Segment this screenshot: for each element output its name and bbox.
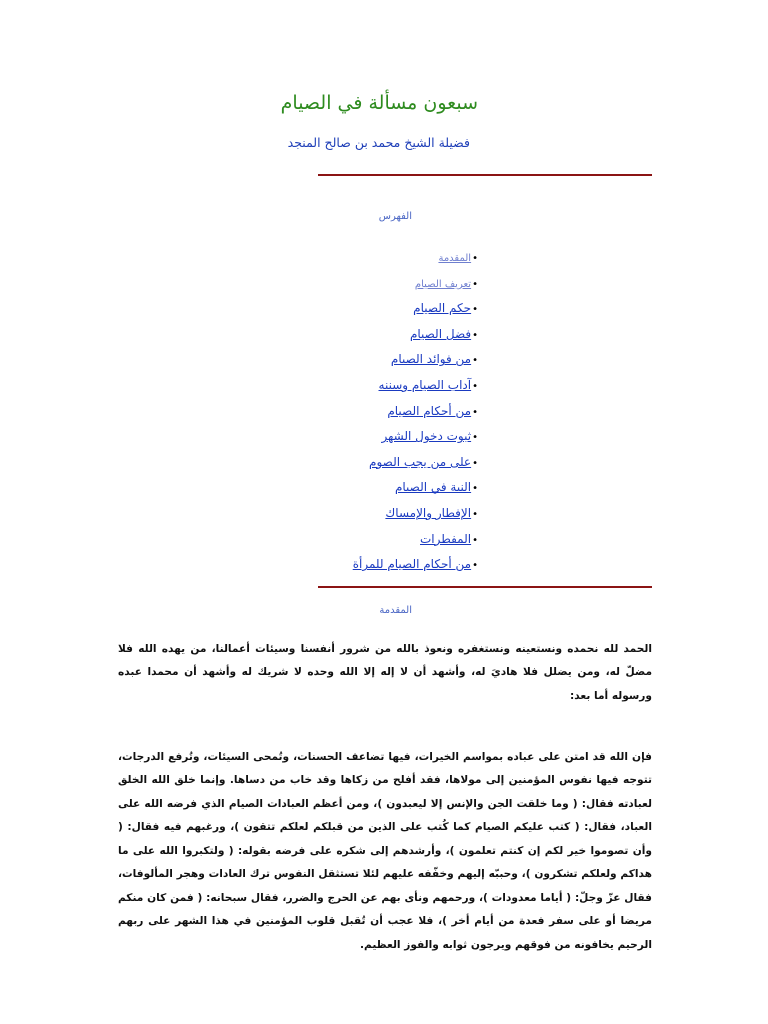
author-line: فضيلة الشيخ محمد بن صالح المنجد xyxy=(287,135,470,150)
toc-item xyxy=(353,554,478,580)
bullet-icon: • xyxy=(472,278,478,290)
intro-paragraph-2: فإن الله قد امتن على عباده بمواسم الخيرات، فيها تضاعف الحسنات، وتُمحى السيئات، وتُرفع الدرجات، تتوجه فيها نفوس المؤمنين إلى مولاها، فقد أفلح من زكاها وقد خاب من دساها. وإنما خلق الله الخلق لعبادته فقال: ( وما خلقت الجن والإنس إلا ليعبدون )، ومن أعظم العبادات الصيام الذي فرضه الله على العباد، فقال: ( كتب عليكم الصيام كما كُتب على الذين من قبلكم لعلكم تتقون )، ورغبهم فيه فقال: ( وأن تصوموا خير لكم إن كنتم تعلمون )، وأرشدهم إلى شكره على فرضه بقوله: ( ولتكبروا الله على ما هداكم ولعلكم تشكرون )، وحببّه إليهم وخفّفه عليهم لئلا تستثقل النفوس ترك العادات وهجر المألوفات، فقال عزّ وجلّ: ( أياما معدودات )، ورحمهم ونأى بهم عن الحرج والضرر، فقال سبحانه: ( فمن كان منكم مريضا أو على سفر فعدة من أيام أخر )، فلا عجب أن تُقبل قلوب المؤمنين في هذا الشهر على ربهم الرحيم يخافونه من فوقهم ويرجون ثوابه والفوز العظيم. xyxy=(118,750,652,951)
toc-link-obligation[interactable]: على من يجب الصوم xyxy=(369,454,472,469)
toc-link-women-rulings[interactable]: من أحكام الصيام للمرأة xyxy=(352,557,472,572)
document-title: سبعون مسألة في الصيام xyxy=(280,92,478,114)
toc-item xyxy=(353,426,478,452)
toc-item xyxy=(353,477,478,503)
toc-item xyxy=(353,503,478,529)
toc-item xyxy=(353,452,478,478)
toc-item xyxy=(353,375,478,401)
bullet-icon: • xyxy=(472,406,478,418)
toc-item xyxy=(353,349,478,375)
divider-top xyxy=(318,174,652,176)
toc-item xyxy=(353,401,478,427)
table-of-contents xyxy=(353,247,478,580)
toc-item xyxy=(353,247,478,273)
toc-link-etiquette[interactable]: آداب الصيام وسننه xyxy=(378,377,472,392)
toc-link-rulings[interactable]: من أحكام الصيام xyxy=(387,403,472,418)
toc-link-definition[interactable]: تعريف الصيام xyxy=(414,278,472,290)
toc-heading: الفهرس xyxy=(378,211,412,222)
bullet-icon: • xyxy=(472,508,478,520)
toc-link-introduction[interactable]: المقدمة xyxy=(438,253,472,264)
toc-link-intention[interactable]: النية في الصيام xyxy=(394,480,472,495)
intro-paragraph-1: الحمد لله نحمده ونستعينه ونستغفره ونعوذ بالله من شرور أنفسنا وسيئات أعمالنا، من يهده الله فلا مضلّ له، ومن يضلل فلا هاديَ له، وأشهد أن لا إله إلا الله وحده لا شريك له وأشهد أن محمدا عبده ورسوله أما بعد: xyxy=(118,642,652,702)
toc-link-month-start[interactable]: ثبوت دخول الشهر xyxy=(381,429,472,444)
toc-item xyxy=(353,324,478,350)
bullet-icon: • xyxy=(472,534,478,546)
section-heading-introduction: المقدمة xyxy=(379,605,412,616)
bullet-icon: • xyxy=(472,457,478,469)
bullet-icon: • xyxy=(472,304,478,316)
toc-link-iftar-imsak[interactable]: الإفطار والإمساك xyxy=(385,505,472,520)
toc-item xyxy=(353,298,478,324)
toc-link-ruling[interactable]: حكم الصيام xyxy=(413,301,472,316)
bullet-icon: • xyxy=(472,253,478,264)
toc-link-invalidators[interactable]: المفطرات xyxy=(420,531,472,546)
bullet-icon: • xyxy=(472,560,478,572)
divider-middle xyxy=(318,586,652,588)
toc-item xyxy=(353,529,478,555)
bullet-icon: • xyxy=(472,483,478,495)
toc-item xyxy=(353,273,478,299)
bullet-icon: • xyxy=(472,380,478,392)
bullet-icon: • xyxy=(472,355,478,367)
bullet-icon: • xyxy=(472,432,478,444)
toc-link-virtue[interactable]: فضل الصيام xyxy=(409,326,472,341)
toc-link-benefits[interactable]: من فوائد الصيام xyxy=(390,352,472,367)
bullet-icon: • xyxy=(472,329,478,341)
